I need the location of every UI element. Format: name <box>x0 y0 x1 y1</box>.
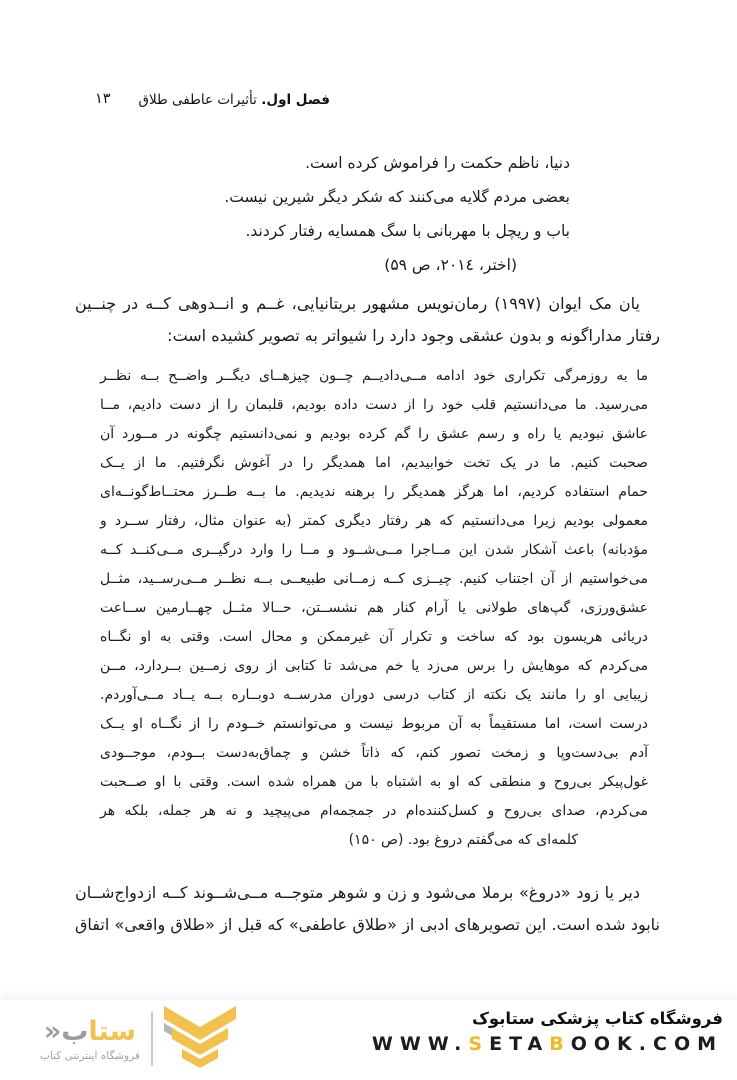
footer-store-info <box>372 1007 723 1055</box>
setabook-logo[interactable] <box>40 1006 236 1072</box>
website-part-accent: S <box>468 1033 490 1056</box>
quote-line: ما به روزمرگی تکراری خود ادامه مــی‌دادیــم چــون چیزهــای دیگــر واضــح بــه نظــر <box>100 368 648 384</box>
logo-wordmark <box>40 1016 140 1047</box>
quote-line: حمام استفاده کردیم، اما هرگز همدیگر را برهنه ندیدیم. ما بــه طــرز محتــاط‌گونــه‌ای <box>100 484 648 500</box>
paragraph-line: یان مک ایوان (۱۹۹۷) رمان‌نویس مشهور بریتانیایی، غــم و انــدوهی کــه در چنــین <box>75 294 641 313</box>
quote-line: دریائی هریسون بود که ساخت و تکرار آن غیرممکن و محال است. وقتی به او نگــاه <box>100 629 648 645</box>
running-header <box>0 88 737 114</box>
poem-line: بعضی مردم گلایه می‌کنند که شکر دیگر شیرین نیست. <box>224 188 570 206</box>
paragraph-line: نابود شده است. این تصویرهای ادبی از «طلاق عاطفی» که قبل از «طلاق واقعی» اتفاق <box>75 915 660 934</box>
paragraph <box>75 288 660 352</box>
quote-line: می‌کردم، صدای بی‌روح و کسل‌کننده‌ام در جمجمه‌ام می‌پیچید و نه هر جمله، بلکه هر <box>100 803 648 819</box>
quote-line: کلمه‌ای که می‌گفتم دروغ بود. (ص ۱۵۰) <box>348 832 578 848</box>
quote-line: صحبت کنیم. ما در یک تخت خوابیدیم، اما همدیگر را در آغوش نگرفتیم. ما از یــک <box>100 455 648 471</box>
chapter-label: فصل اول. <box>261 92 330 108</box>
quote-line: آدم بی‌دست‌وپا و زمخت تصور کنم، که ذاتاً خشن و چماق‌به‌دست بــودم، موجــودی <box>100 745 648 761</box>
quote-line: می‌کردم که موهایش را برس می‌زد یا خم می‌شد تا کتابی از روی زمــین بــردارد، مــن <box>100 658 648 674</box>
logo-divider <box>151 1012 153 1066</box>
quote-line: زیبایی او را مانند یک نکته از کتاب درسی دوران مدرســه دوبــاره بــه یــاد مــی‌آوردم. <box>100 687 648 703</box>
quote-line: معمولی بودیم زیرا می‌دانستیم که هر رفتار دیگری کمتر (به عنوان مثال، رفتار ســرد و <box>100 513 648 529</box>
quote-line: درست است، اما مستقیماً به آن مربوط نیست و می‌توانستم خــودم را از نگــاه او یــک <box>100 716 648 732</box>
poem-citation: (اختر، ۲۰۱٤، ص ۵۹) <box>384 256 517 274</box>
logo-tagline: فروشگاه اینترنتی کتاب <box>40 1049 140 1062</box>
website-part-accent: B <box>549 1033 571 1056</box>
paragraph <box>75 877 660 941</box>
poem-line: دنیا، ناظم حکمت را فراموش کرده است. <box>305 154 570 172</box>
poem-line: باب و ریچل با مهربانی با سگ همسایه رفتار کردند. <box>245 222 570 240</box>
quote-line: می‌خواستیم از آن اجتناب کنیم. چیــزی کــه زمــانی طبیعــی بــه نظــر مــی‌رســید، مثــل <box>100 571 648 587</box>
chapter-heading <box>138 92 330 108</box>
quote-line: عشق‌ورزی، گپ‌های طولانی یا آرام کنار هم نشســتن، حــالا مثــل چهــارمین ســاعت <box>100 600 648 616</box>
paragraph-line: دیر یا زود «دروغ» برملا می‌شود و زن و شوهر متوجــه مــی‌شــوند کــه ازدواج‌شــان <box>75 883 640 902</box>
chapter-title: تأثیرات عاطفی طلاق <box>138 92 257 108</box>
website-part: OOK.COM <box>570 1033 723 1056</box>
page-number: ۱۳ <box>95 91 111 107</box>
quote-line: می‌رسید. ما می‌دانستیم قلب خود را از دست داده بودیم، قلبمان را از دست دادیم، مــا <box>100 397 648 413</box>
page-content <box>75 146 660 941</box>
logo-wordmark-block <box>40 1016 140 1061</box>
block-quote <box>100 362 648 855</box>
website-part: WWW. <box>371 1033 469 1056</box>
logo-wordmark-gray: ب« <box>43 1016 89 1048</box>
quote-line: غول‌پیکر بی‌روح و منطقی که او به اشتباه با من همراه شده است. وقتی با او صــحبت <box>100 774 648 790</box>
footer <box>0 1000 737 1080</box>
store-title: فروشگاه کتاب پزشکی ستابوک <box>472 1009 723 1028</box>
website-part: ETA <box>489 1033 550 1056</box>
quote-line: عاشق نبودیم یا راه و رسم عشق را گم کرده بودیم و نمی‌دانستیم چگونه در مــورد آن <box>100 426 648 442</box>
poem-block <box>75 146 570 282</box>
paragraph-line: رفتار مداراگونه و بدون عشقی وجود دارد را شیواتر به تصویر کشیده است: <box>167 326 660 345</box>
quote-line: مؤدبانه) باعث آشکار شدن این مــاجرا مــی‌شــود و مــا را وارد درگیــری مــی‌کنــد کــه <box>100 542 648 558</box>
chevron-logo-icon <box>164 1006 236 1072</box>
logo-wordmark-yellow: ستا <box>88 1016 137 1048</box>
website-url[interactable] <box>372 1033 723 1055</box>
